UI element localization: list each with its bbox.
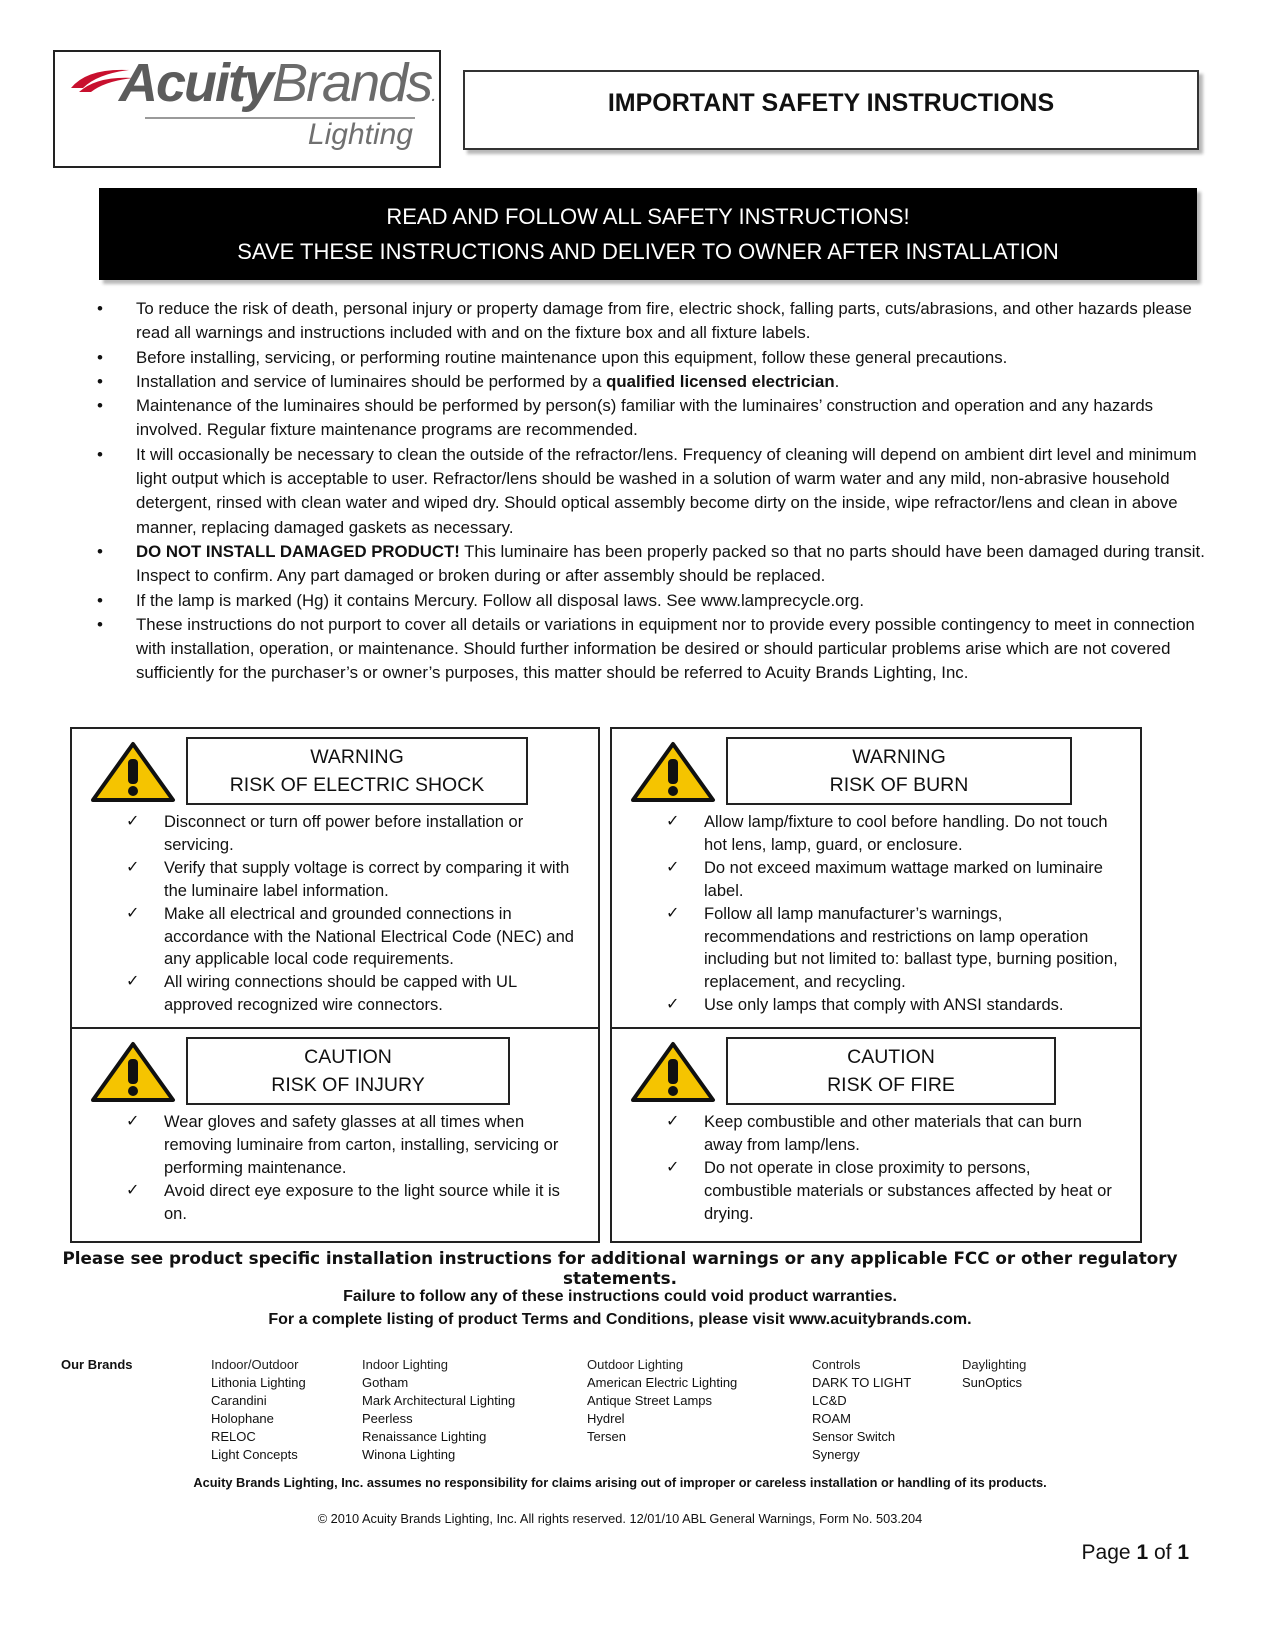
logo-subtitle: Lighting [307, 118, 413, 151]
instruction-item: • These instructions do not purport to cover all details or variations in equipment nor to provide every possible contingency to meet in connection with installation, operation, or maintenance. Should further information be desired or should particular problems arise which are not covered sufficiently for the purchaser’s or owner’s purposes, this matter should be referred to Acuity Brands Lighting, Inc. [96, 613, 1206, 686]
warning-triangle-icon [90, 741, 176, 803]
brand-name: Synergy [812, 1447, 860, 1462]
instruction-item: • If the lamp is marked (Hg) it contains Mercury. Follow all disposal laws. See www.lamprecycle.org. [96, 589, 1206, 613]
checklist-item: ✓ Do not operate in close proximity to persons, combustible materials or substances affected by heat or drying. [612, 1157, 1122, 1226]
page-number: Page 1 of 1 [1081, 1541, 1189, 1564]
panel-heading: CAUTION RISK OF FIRE [726, 1037, 1056, 1105]
brand-name: Antique Street Lamps [587, 1393, 713, 1408]
brand-name: Gotham [362, 1375, 409, 1390]
brand-name: Mark Architectural Lighting [362, 1393, 516, 1408]
brand-name: DARK TO LIGHT [812, 1375, 912, 1390]
instruction-item: • DO NOT INSTALL DAMAGED PRODUCT! This luminaire has been properly packed so that no parts should have been damaged during transit. Inspect to confirm. Any part damaged or broken during or after assembly should be replaced. [96, 540, 1206, 589]
checklist-item: ✓ Use only lamps that comply with ANSI standards. [612, 994, 1122, 1017]
brand-name: Sensor Switch [812, 1429, 896, 1444]
brand-name: Peerless [362, 1411, 413, 1426]
checklist [72, 1111, 582, 1226]
brand-name: Renaissance Lighting [362, 1429, 487, 1444]
brand-name: Carandini [211, 1393, 267, 1408]
panel-heading: CAUTION RISK OF INJURY [186, 1037, 510, 1105]
warning-triangle-icon [90, 1041, 176, 1103]
copyright-line: © 2010 Acuity Brands Lighting, Inc. All rights reserved. 12/01/10 ABL General Warnings, Form No. 503.204 [317, 1511, 923, 1526]
brand-name: LC&D [812, 1393, 847, 1408]
checklist-item: ✓ Do not exceed maximum wattage marked on luminaire label. [612, 857, 1122, 903]
warning-electric-shock-panel [70, 727, 600, 1029]
brands-column: Indoor Lighting Gotham Mark Architectural Lighting Peerless Renaissance Lighting Winona Lighting [362, 1357, 516, 1462]
banner-line-2: SAVE THESE INSTRUCTIONS AND DELIVER TO OWNER AFTER INSTALLATION [237, 239, 1059, 264]
instruction-item: • Installation and service of luminaires should be performed by a qualified licensed electrician. [96, 370, 1206, 394]
warning-triangle-icon [630, 1041, 716, 1103]
checklist-item: ✓ Make all electrical and grounded connections in accordance with the National Electrical Code (NEC) and any applicable local code requirements. [72, 903, 582, 972]
warning-triangle-icon [630, 741, 716, 803]
general-instructions-list [96, 297, 1206, 686]
brand-name: Hydrel [587, 1411, 625, 1426]
brand-name: Tersen [587, 1429, 627, 1444]
checklist-item: ✓ Follow all lamp manufacturer’s warnings, recommendations and restrictions on lamp operation including but not limited to: ballast type, burning position, replacement, and recycling. [612, 903, 1122, 995]
checklist-item: ✓ Disconnect or turn off power before installation or servicing. [72, 811, 582, 857]
caution-injury-panel [70, 1027, 600, 1243]
acuity-brands-logo [53, 50, 441, 168]
panel-heading: WARNING RISK OF ELECTRIC SHOCK [186, 737, 528, 805]
brands-column: Daylighting SunOptics [962, 1357, 1027, 1390]
brand-name: Winona Lighting [362, 1447, 456, 1462]
brand-name: Light Concepts [211, 1447, 298, 1462]
instruction-item: • Maintenance of the luminaires should be performed by person(s) familiar with the luminaires’ construction and operation and any hazards involved. Regular fixture maintenance programs are recommended. [96, 394, 1206, 443]
brand-name: Lithonia Lighting [211, 1375, 306, 1390]
checklist-item: ✓ Wear gloves and safety glasses at all times when removing luminaire from carton, installing, servicing or performing maintenance. [72, 1111, 582, 1180]
checklist-item: ✓ Keep combustible and other materials that can burn away from lamp/lens. [612, 1111, 1122, 1157]
checklist [612, 1111, 1122, 1226]
terms-notice: For a complete listing of product Terms and Conditions, please visit www.acuitybrands.com. [268, 1311, 972, 1328]
instruction-item: • Before installing, servicing, or performing routine maintenance upon this equipment, follow these general precautions. [96, 346, 1206, 370]
brands-label: Our Brands [61, 1357, 133, 1372]
checklist-item: ✓ Allow lamp/fixture to cool before handling. Do not touch hot lens, lamp, guard, or enclosure. [612, 811, 1122, 857]
brand-name: RELOC [211, 1429, 256, 1444]
panel-heading: WARNING RISK OF BURN [726, 737, 1072, 805]
brands-column: Indoor/Outdoor Lithonia Lighting Carandini Holophane RELOC Light Concepts [211, 1357, 306, 1462]
warnings-grid [70, 727, 1142, 1243]
instruction-item: • It will occasionally be necessary to clean the outside of the refractor/lens. Frequency of cleaning will depend on ambient dirt level and minimum light output which is acceptable to user. Refractor/lens should be washed in a solution of warm water and any mild, non-abrasive household detergent, rinsed with clean water and wiped dry. Should optical assembly become dirty on the inside, wipe refractor/lens and clean in above manner, replacing damaged gaskets as necessary. [96, 443, 1206, 540]
warning-burn-panel [610, 727, 1142, 1029]
brand-name: ROAM [812, 1411, 851, 1426]
banner-line-1: READ AND FOLLOW ALL SAFETY INSTRUCTIONS! [386, 204, 910, 229]
checklist-item: ✓ All wiring connections should be capped with UL approved recognized wire connectors. [72, 971, 582, 1017]
caution-fire-panel [610, 1027, 1142, 1243]
checklist-item: ✓ Avoid direct eye exposure to the light source while it is on. [72, 1180, 582, 1226]
checklist [612, 811, 1122, 1017]
brand-name: SunOptics [962, 1375, 1022, 1390]
liability-disclaimer: Acuity Brands Lighting, Inc. assumes no responsibility for claims arising out of improper or careless installation or handling of its products. [193, 1475, 1047, 1490]
regulatory-notice: Please see product specific installation instructions for additional warnings or any applicable FCC or other regulatory statements. [62, 1248, 1178, 1288]
logo-wordmark: AcuityBrands. [119, 53, 435, 113]
safety-banner [99, 188, 1197, 280]
brands-column: Outdoor Lighting American Electric Lighting Antique Street Lamps Hydrel Tersen [587, 1357, 738, 1444]
brand-name: American Electric Lighting [587, 1375, 738, 1390]
warranty-notice: Failure to follow any of these instructions could void product warranties. [343, 1288, 897, 1305]
checklist [72, 811, 582, 1017]
brand-name: Holophane [211, 1411, 274, 1426]
checklist-item: ✓ Verify that supply voltage is correct by comparing it with the luminaire label information. [72, 857, 582, 903]
brands-column: Controls DARK TO LIGHT LC&D ROAM Sensor Switch Synergy [812, 1357, 912, 1462]
instruction-item: • To reduce the risk of death, personal injury or property damage from fire, electric shock, falling parts, cuts/abrasions, and other hazards please read all warnings and instructions included with and on the fixture box and all fixture labels. [96, 297, 1206, 346]
document-title: IMPORTANT SAFETY INSTRUCTIONS [463, 70, 1199, 150]
